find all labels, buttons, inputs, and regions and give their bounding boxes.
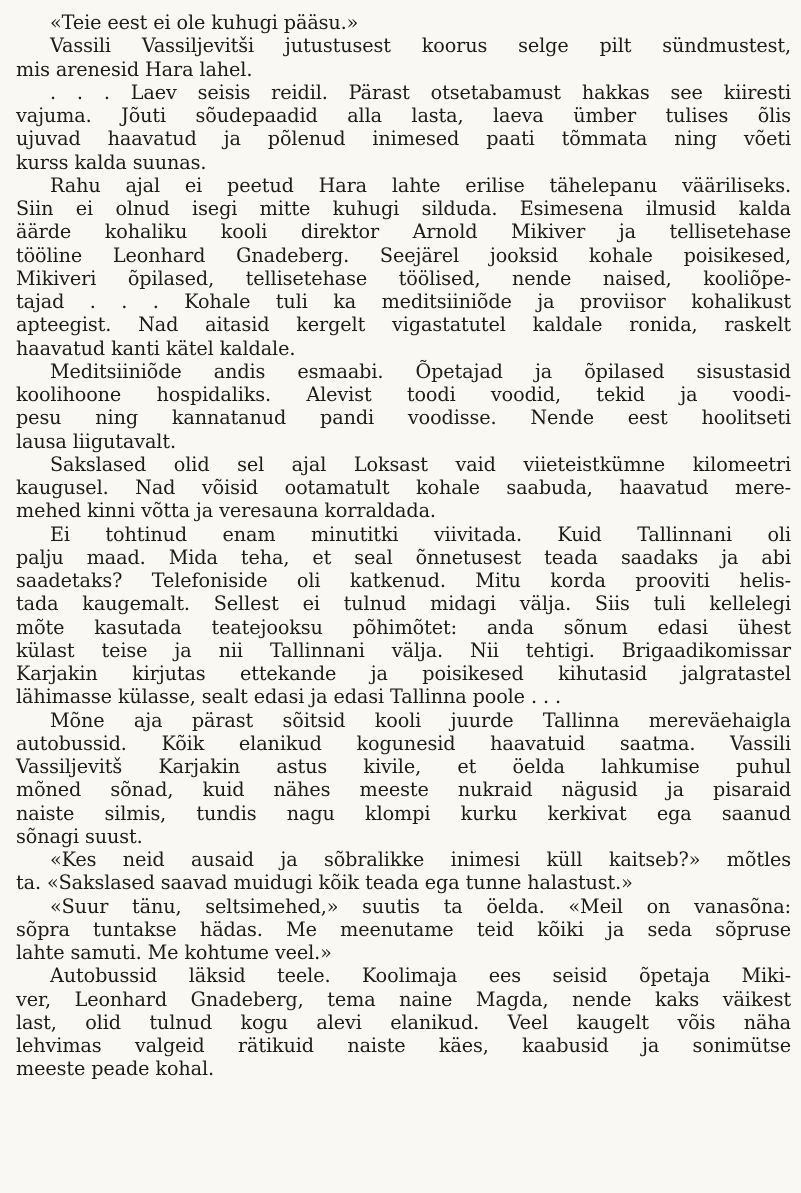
text-line: meeste peade kohal. bbox=[16, 1057, 215, 1081]
text-line: Meditsiiniõde andis esmaabi. Õpetajad ja õpilased sisustasid bbox=[50, 359, 791, 383]
paragraph bbox=[16, 964, 791, 1080]
text-line: Karjakin kirjutas ettekande ja poisikesed kihutasid jalgratastel bbox=[16, 662, 791, 685]
text-line: mõned sõnad, kuid nähes meeste nukraid nägusid ja pisaraid bbox=[16, 778, 791, 802]
text-line: «Suur tänu, seltsimehed,» suutis ta öelda. «Meil on vanasõna: bbox=[50, 894, 791, 918]
text-line: kaugusel. Nad võisid ootamatult kohale saabuda, haavatud mere- bbox=[16, 476, 791, 499]
paragraph bbox=[16, 11, 791, 34]
text-line: «Teie eest ei ole kuhugi pääsu.» bbox=[50, 11, 359, 34]
paragraph bbox=[16, 174, 791, 360]
text-line: lehvimas valgeid rätikuid naiste käes, kaabusid ja sonimütse bbox=[16, 1034, 791, 1057]
page-body-text bbox=[16, 11, 791, 1081]
paragraph bbox=[16, 523, 791, 709]
text-line: lähimasse külasse, sealt edasi ja edasi Tallinna poole . . . bbox=[16, 685, 561, 709]
text-line: lausa liigutavalt. bbox=[16, 429, 176, 453]
text-line: Ei tohtinud enam minutitki viivitada. Kuid Tallinnani oli bbox=[50, 522, 791, 546]
text-line: Siin ei olnud isegi mitte kuhugi silduda. Esimesena ilmusid kalda bbox=[16, 197, 791, 220]
text-line: last, olid tulnud kogu alevi elanikud. Veel kaugelt võis näha bbox=[16, 1010, 791, 1034]
text-line: ver, Leonhard Gnadeberg, tema naine Magda, nende kaks väikest bbox=[16, 987, 791, 1011]
paragraph bbox=[16, 34, 791, 81]
paragraph bbox=[16, 848, 791, 895]
text-line: autobussid. Kõik elanikud kogunesid haavatuid saatma. Vassili bbox=[16, 731, 791, 755]
text-line: mõte kasutada teatejooksu põhimõtet: anda sõnum edasi ühest bbox=[16, 615, 791, 639]
text-line: Rahu ajal ei peetud Hara lahte erilise tähelepanu vääriliseks. bbox=[50, 173, 791, 197]
text-line: mis arenesid Hara lahel. bbox=[16, 57, 253, 81]
paragraph bbox=[16, 81, 791, 174]
text-line: külast teise ja nii Tallinnani välja. Nii tehtigi. Brigaadikomissar bbox=[16, 638, 791, 662]
text-line: Vassiljevitš Karjakin astus kivile, et öelda lahkumise puhul bbox=[16, 755, 791, 778]
text-line: kurss kalda suunas. bbox=[16, 150, 207, 174]
text-line: pesu ning kannatanud pandi voodisse. Nende eest hoolitseti bbox=[16, 406, 791, 430]
text-line: . . . Laev seisis reidil. Pärast otsetabamust hakkas see kiiresti bbox=[50, 80, 791, 104]
text-line: ta. «Sakslased saavad muidugi kõik teada ega tunne halastust.» bbox=[16, 871, 633, 895]
text-line: «Kes neid ausaid ja sõbralikke inimesi küll kaitseb?» mõtles bbox=[50, 848, 791, 871]
paragraph bbox=[16, 709, 791, 849]
text-line: sõpra tuntakse hädas. Me meenutame teid kõiki ja seda sõpruse bbox=[16, 917, 791, 941]
text-line: koolihoone hospidaliks. Alevist toodi voodid, tekid ja voodi- bbox=[16, 383, 791, 406]
text-line: naiste silmis, tundis nagu klompi kurku kerkivat ega saanud bbox=[16, 801, 791, 825]
text-line: tada kaugemalt. Sellest ei tulnud midagi välja. Siis tuli kellelegi bbox=[16, 592, 791, 616]
text-line: äärde kohaliku kooli direktor Arnold Mikiver ja tellisetehase bbox=[16, 220, 791, 244]
text-line: ujuvad haavatud ja põlenud inimesed paati tõmmata ning võeti bbox=[16, 127, 791, 151]
text-line: Mõne aja pärast sõitsid kooli juurde Tallinna mereväehaigla bbox=[50, 708, 791, 732]
paragraph bbox=[16, 360, 791, 453]
text-line: apteegist. Nad aitasid kergelt vigastatutel kaldale ronida, raskelt bbox=[16, 313, 791, 337]
text-line: tööline Leonhard Gnadeberg. Seejärel jooksid kohale poisikesed, bbox=[16, 243, 791, 267]
text-line: Autobussid läksid teele. Koolimaja ees seisid õpetaja Miki- bbox=[50, 964, 791, 988]
text-line: Sakslased olid sel ajal Loksast vaid viieteistkümne kilomeetri bbox=[50, 452, 791, 476]
text-line: lahte samuti. Me kohtume veel.» bbox=[16, 941, 332, 964]
text-line: haavatud kanti kätel kaldale. bbox=[16, 336, 296, 360]
paragraph bbox=[16, 895, 791, 965]
text-line: tajad . . . Kohale tuli ka meditsiiniõde ja proviisor kohalikust bbox=[16, 290, 791, 313]
text-line: Vassili Vassiljevitši jutustusest koorus selge pilt sündmustest, bbox=[50, 34, 791, 58]
text-line: Mikiveri õpilased, tellisetehase töölised, nende naised, kooliõpe- bbox=[16, 266, 791, 290]
text-line: sõnagi suust. bbox=[16, 824, 143, 848]
paragraph bbox=[16, 453, 791, 523]
text-line: mehed kinni võtta ja veresauna korraldada. bbox=[16, 499, 436, 523]
text-line: saadetaks? Telefoniside oli katkenud. Mitu korda prooviti helis- bbox=[16, 569, 791, 592]
text-line: vajuma. Jõuti sõudepaadid alla lasta, laeva ümber tulises õlis bbox=[16, 104, 791, 127]
text-line: palju maad. Mida teha, et seal õnnetusest teada saadaks ja abi bbox=[16, 545, 791, 569]
